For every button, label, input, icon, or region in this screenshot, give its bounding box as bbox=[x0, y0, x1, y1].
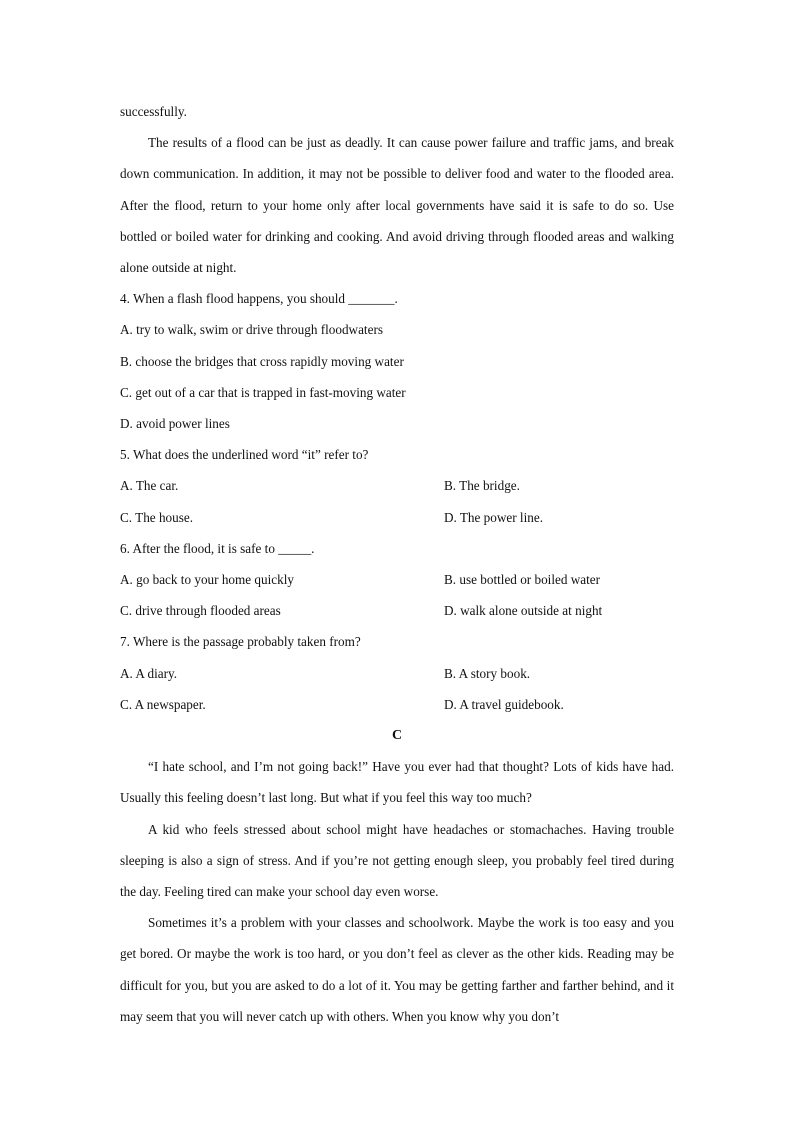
question-7-options-row-2 bbox=[120, 689, 674, 720]
passage-b-paragraph: The results of a flood can be just as deadly. It can cause power failure and traffic jams, and break down communication. In addition, it may not be possible to deliver food and water to the flooded area. After the flood, return to your home only after local governments have said it is safe to do so. Use bottled or boiled water for drinking and cooking. And avoid driving through flooded areas and walking alone outside at night. bbox=[120, 135, 674, 276]
question-5-options-row-1 bbox=[120, 470, 674, 501]
section-c-title: C bbox=[391, 728, 403, 744]
question-5-stem: 5. What does the underlined word “it” refer to? bbox=[120, 447, 369, 463]
section-c-paragraph-3: Sometimes it’s a problem with your classes and schoolwork. Maybe the work is too easy and you get bored. Or maybe the work is too hard, or you don’t feel as clever as the other kids. Reading may be difficult for you, but you are asked to do a lot of it. You may be getting farther and farther behind, and it may seem that you will never catch up with others. When you know why you don’t bbox=[120, 915, 674, 1024]
question-6-stem: 6. After the flood, it is safe to _____. bbox=[120, 540, 315, 556]
question-7-option-d: D. A travel guidebook. bbox=[444, 696, 564, 712]
question-6-option-b: B. use bottled or boiled water bbox=[444, 572, 601, 588]
question-7-option-c: C. A newspaper. bbox=[120, 696, 206, 712]
question-7-stem: 7. Where is the passage probably taken from? bbox=[120, 634, 361, 650]
document-page bbox=[120, 96, 674, 1032]
question-5-option-a: A. The car. bbox=[120, 478, 179, 494]
question-4-option-d: D. avoid power lines bbox=[120, 416, 230, 432]
question-5-option-b: B. The bridge. bbox=[444, 478, 520, 494]
question-6-option-c: C. drive through flooded areas bbox=[120, 603, 281, 619]
question-7-options-row-1 bbox=[120, 658, 674, 689]
question-7-option-b: B. A story book. bbox=[444, 665, 531, 681]
question-6-options-row-1 bbox=[120, 564, 674, 595]
passage-b-continuation: successfully. bbox=[120, 104, 187, 119]
question-4-option-b: B. choose the bridges that cross rapidly moving water bbox=[120, 353, 404, 369]
question-5-option-c: C. The house. bbox=[120, 509, 194, 525]
question-5-options-row-2 bbox=[120, 502, 674, 533]
question-6-option-a: A. go back to your home quickly bbox=[120, 572, 294, 588]
question-4-option-c: C. get out of a car that is trapped in fast-moving water bbox=[120, 384, 406, 400]
question-6-option-d: D. walk alone outside at night bbox=[444, 603, 603, 619]
question-7-option-a: A. A diary. bbox=[120, 665, 178, 681]
section-c-paragraph-2: A kid who feels stressed about school might have headaches or stomachaches. Having trouble sleeping is also a sign of stress. And if you’re not getting enough sleep, you probably feel tired during the day. Feeling tired can make your school day even worse. bbox=[120, 821, 674, 900]
question-4-option-a: A. try to walk, swim or drive through floodwaters bbox=[120, 322, 383, 338]
question-5-option-d: D. The power line. bbox=[444, 509, 544, 525]
question-6-options-row-2 bbox=[120, 595, 674, 626]
section-c-paragraph-1: “I hate school, and I’m not going back!” Have you ever had that thought? Lots of kids have had. Usually this feeling doesn’t last long. But what if you feel this way too much? bbox=[120, 759, 674, 806]
question-4-stem: 4. When a flash flood happens, you should _______. bbox=[120, 291, 398, 307]
